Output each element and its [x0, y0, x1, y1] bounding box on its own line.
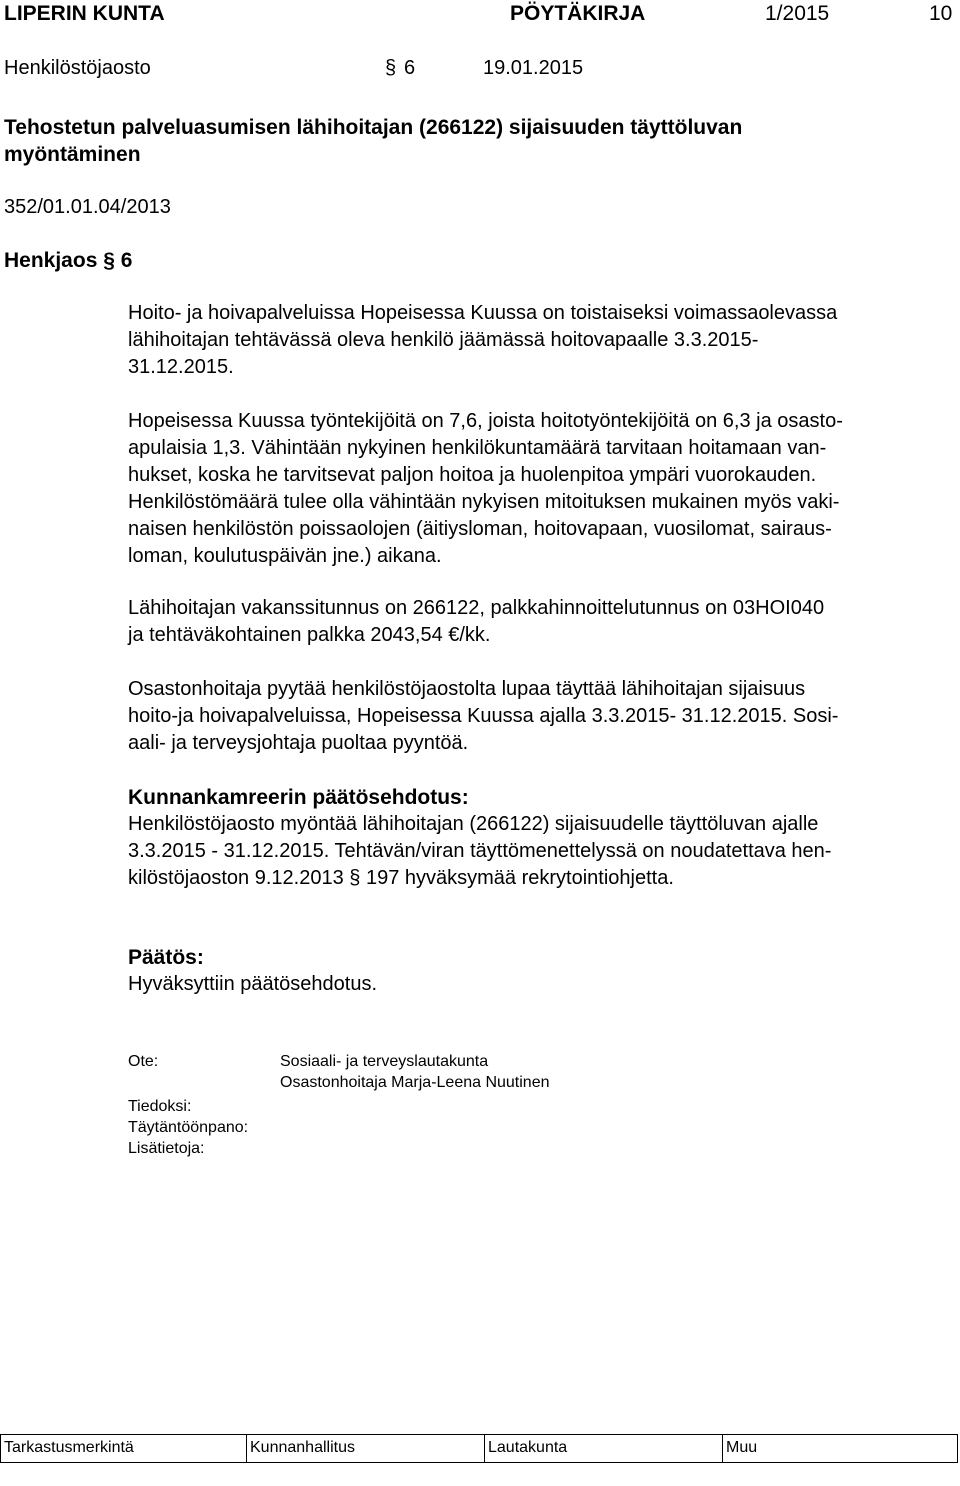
ote-value-1: Sosiaali- ja terveyslautakunta	[280, 1053, 489, 1070]
text-line: kilöstöjaoston 9.12.2013 § 197 hyväksymää rekrytointiohjetta.	[128, 867, 674, 889]
text-line: hoito-ja hoivapalveluissa, Hopeisessa Kuussa ajalla 3.3.2015- 31.12.2015. Sosi-	[128, 705, 839, 727]
text-line: Hopeisessa Kuussa työntekijöitä on 7,6, joista hoitotyöntekijöitä on 6,3 ja osasto-	[128, 410, 843, 432]
lisatietoja-label: Lisätietoja:	[128, 1140, 205, 1157]
taytantoonpano-label: Täytäntöönpano:	[128, 1119, 249, 1136]
proposal-heading: Kunnankamreerin päätösehdotus:	[128, 786, 469, 809]
footer-cell: Kunnanhallitus	[246, 1435, 484, 1462]
paragraph-2	[128, 408, 954, 570]
paragraph-4	[128, 676, 954, 757]
text-line: aali- ja terveysjohtaja puoltaa pyyntöä.	[128, 732, 469, 754]
proposal-section	[128, 784, 954, 892]
section-heading: Henkjaos § 6	[4, 249, 133, 272]
footer-table	[0, 1434, 958, 1463]
footer-cell: Lautakunta	[484, 1435, 722, 1462]
footer-cell: Tarkastusmerkintä	[0, 1435, 246, 1462]
municipality-name: LIPERIN KUNTA	[4, 2, 165, 25]
section-symbol: §	[385, 57, 397, 79]
decision-section	[128, 944, 954, 998]
page-title	[4, 114, 904, 168]
title-line-2: myöntäminen	[4, 143, 141, 166]
text-line: Hoito- ja hoivapalveluissa Hopeisessa Kuussa on toistaiseksi voimassaolevassa	[128, 302, 838, 324]
ote-label: Ote:	[128, 1053, 159, 1070]
text-line: apulaisia 1,3. Vähintään nykyinen henkilökuntamäärä tarvitaan hoitamaan van-	[128, 437, 827, 459]
decision-heading: Päätös:	[128, 946, 204, 969]
text-line: 3.3.2015 - 31.12.2015. Tehtävän/viran täyttömenettelyssä on noudatettava hen-	[128, 840, 832, 862]
text-line: ja tehtäväkohtainen palkka 2043,54 €/kk.	[128, 624, 491, 646]
text-line: naisen henkilöstön poissaolojen (äitiysloman, hoitovapaan, vuosilomat, sairaus-	[128, 518, 832, 540]
meeting-date: 19.01.2015	[483, 57, 584, 79]
text-line: Henkilöstömäärä tulee olla vähintään nykyisen mitoituksen mukainen myös vaki-	[128, 491, 840, 513]
tiedoksi-label: Tiedoksi:	[128, 1098, 192, 1115]
text-line: Osastonhoitaja pyytää henkilöstöjaostolta lupaa täyttää lähihoitajan sijaisuus	[128, 678, 806, 700]
committee-name: Henkilöstöjaosto	[4, 57, 151, 79]
text-line: 31.12.2015.	[128, 356, 234, 378]
text-line: loman, koulutuspäivän jne.) aikana.	[128, 545, 442, 567]
decision-text: Hyväksyttiin päätösehdotus.	[128, 973, 378, 995]
footer-cell: Muu	[722, 1435, 958, 1462]
section-number: 6	[404, 57, 416, 79]
text-line: lähihoitajan tehtävässä oleva henkilö jäämässä hoitovapaalle 3.3.2015-	[128, 329, 759, 351]
title-line-1: Tehostetun palveluasumisen lähihoitajan (266122) sijaisuuden täyttöluvan	[4, 116, 743, 139]
page-number: 10	[929, 2, 953, 25]
paragraph-3	[128, 595, 954, 649]
document-type: PÖYTÄKIRJA	[510, 2, 646, 25]
text-line: hukset, koska he tarvitsevat paljon hoitoa ja huolenpitoa ympäri vuorokauden.	[128, 464, 817, 486]
document-number: 1/2015	[765, 2, 830, 25]
reference-number: 352/01.01.04/2013	[4, 196, 171, 218]
ote-value-2: Osastonhoitaja Marja-Leena Nuutinen	[280, 1074, 550, 1091]
text-line: Henkilöstöjaosto myöntää lähihoitajan (266122) sijaisuudelle täyttöluvan ajalle	[128, 813, 819, 835]
text-line: Lähihoitajan vakanssitunnus on 266122, palkkahinnoittelutunnus on 03HOI040	[128, 597, 825, 619]
paragraph-1	[128, 300, 954, 381]
